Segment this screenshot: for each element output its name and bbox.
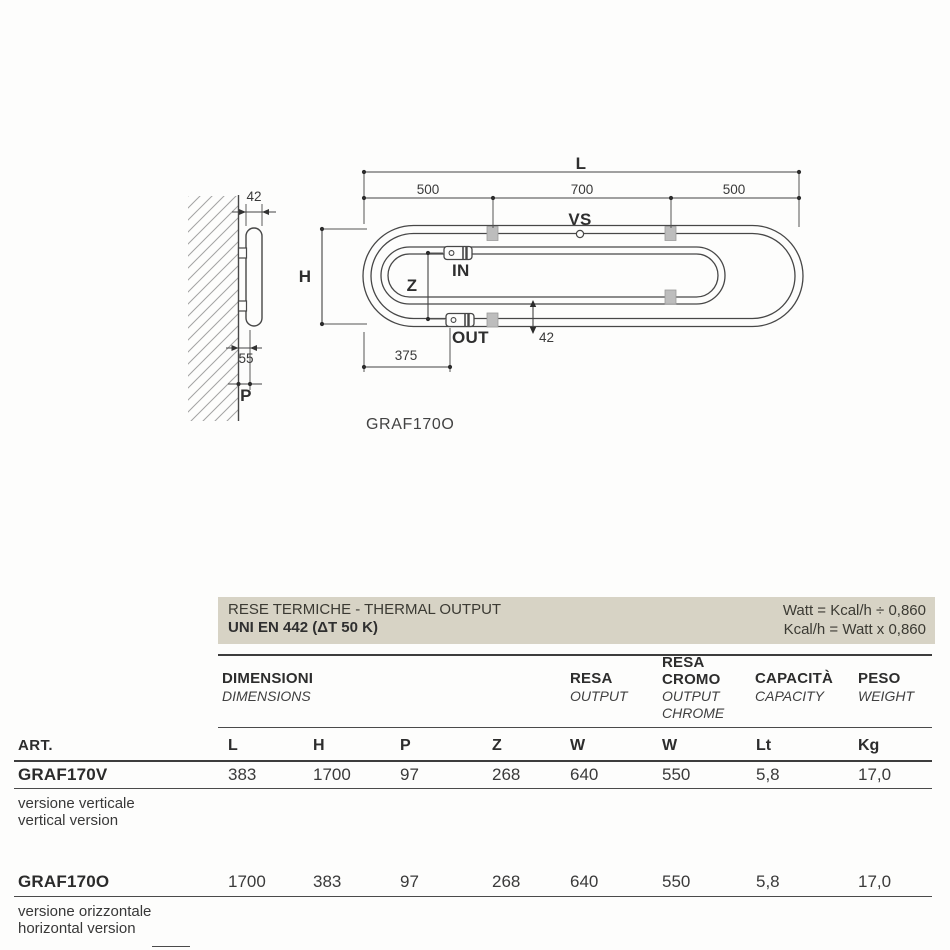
segment-500-left: 500 [416,182,440,197]
row2-lt: 5,8 [756,872,780,891]
group-weight-en: WEIGHT [858,687,914,704]
row1-z: 268 [492,765,521,784]
thermal-output-header-bar [218,597,935,644]
row2-art: GRAF170O [18,872,110,891]
group-output [570,671,628,704]
dimension-marks [320,170,801,369]
group-output-en: OUTPUT [570,687,628,704]
row1-note-it: versione verticale [18,795,135,812]
outlet-label: OUT [452,328,489,347]
segment-500-right: 500 [722,182,746,197]
inlet-label: IN [452,261,470,280]
row1-p: 97 [400,765,419,784]
conversion-formulas [783,601,926,639]
group-capacity-en: CAPACITY [755,687,824,704]
header-titles [228,601,501,637]
in-fitting [444,247,472,260]
col-z: Z [492,737,502,754]
header-title-line1: RESE TERMICHE - THERMAL OUTPUT [228,601,502,618]
row1-note [18,796,135,829]
rule-under-bar [218,654,932,656]
formula-line2: Kcal/h = Watt x 0,860 [783,621,926,638]
row2-z: 268 [492,872,521,891]
col-w-output: W [570,737,586,754]
col-lt: Lt [756,737,772,754]
col-w-chrome: W [662,737,678,754]
row2-note-en: horizontal version [18,919,136,937]
row2-kg: 17,0 [858,872,892,891]
group-output-chrome [662,655,724,721]
group-dimensions [222,671,313,704]
col-kg: Kg [858,737,880,754]
group-dimensions-it: DIMENSIONI [222,670,314,687]
group-chrome-en1: OUTPUT [662,688,720,704]
group-output-it: RESA [570,670,613,687]
length-label-l: L [575,154,587,173]
segment-700: 700 [570,182,594,197]
group-capacity-it: CAPACITÀ [755,670,833,687]
z-label: Z [406,276,418,295]
row1-art: GRAF170V [18,765,108,784]
tube-brackets [487,227,676,328]
row1-note-en: vertical version [18,811,119,829]
vent-label-vs: VS [568,210,592,229]
depth-label-p: P [240,386,252,405]
front-view [363,226,803,327]
rule-under-columns [14,760,932,762]
group-dimensions-en: DIMENSIONS [222,687,311,704]
group-chrome-it1: RESA [662,654,705,671]
row1-w: 640 [570,765,599,784]
row2-p: 97 [400,872,419,891]
rule-under-row2 [14,896,932,897]
rule-under-row1 [14,788,932,789]
rule-above-columns [218,727,932,728]
offset-dim-375: 375 [394,348,418,363]
vent-valve [576,230,583,237]
row1-w-chrome: 550 [662,765,691,784]
side-dim-55: 55 [238,351,254,366]
pipe-gap-dim-42: 42 [539,330,555,345]
row1-lt: 5,8 [756,765,780,784]
formula-line1: Watt = Kcal/h ÷ 0,860 [782,602,926,619]
col-l: L [228,737,238,754]
row1-l: 383 [228,765,257,784]
dimension-lines [322,172,799,372]
group-weight [858,671,914,704]
group-weight-it: PESO [858,670,901,687]
drawing-caption: GRAF170O [366,416,455,433]
row2-note [18,904,151,937]
art-column-header: ART. [18,737,53,754]
group-chrome-en2: CHROME [662,704,725,721]
group-capacity [755,671,833,704]
col-p: P [400,737,411,754]
out-fitting [446,314,474,327]
row1-kg: 17,0 [858,765,892,784]
rule-fragment-bottom [152,946,190,947]
header-title-line2: UNI EN 442 (ΔT 50 K) [228,619,378,636]
row1-h: 1700 [313,765,351,784]
group-chrome-it2: CROMO [662,670,721,688]
row2-h: 383 [313,872,342,891]
row2-w: 640 [570,872,599,891]
height-label-h: H [298,267,312,286]
side-dim-42: 42 [246,189,262,204]
side-view [188,195,276,421]
row2-note-it: versione orizzontale [18,903,152,920]
row2-w-chrome: 550 [662,872,691,891]
row2-l: 1700 [228,872,266,891]
col-h: H [313,737,325,754]
